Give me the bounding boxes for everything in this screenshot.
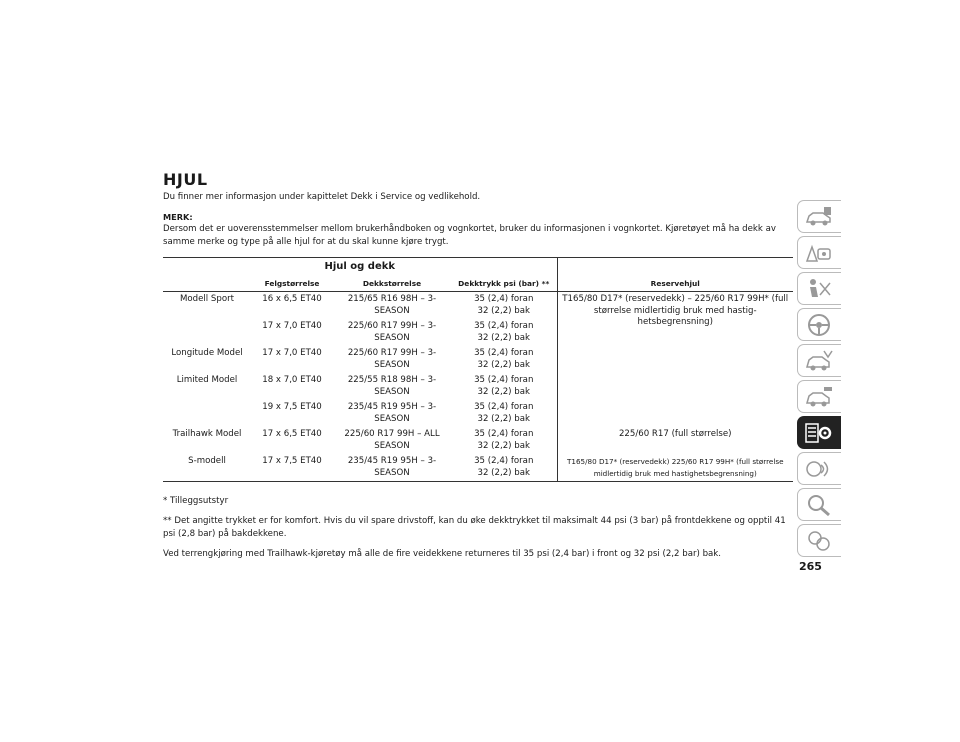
note-label: MERK: — [163, 212, 193, 222]
tire-cell: 225/60 R17 99H – 3-SEASON — [347, 348, 437, 370]
spare-cell: T165/80 D17* (reservedekk) – 225/60 R17 99H* (full størrelse midlertidig bruk med hastig-hetsbegrensning) — [557, 292, 793, 428]
note-text: Dersom det er uoverensstemmelser mellom brukerhåndboken og vognkortet, bruker du informasjonen i vognkortet. Kjøretøyet må ha dekk av samme merke og type på alle hjul for at du skal kunne kjøre trygt. — [163, 224, 776, 247]
pressure-front: 35 (2,4) foran — [474, 429, 534, 439]
pressure-rear: 32 (2,2) bak — [477, 467, 530, 478]
model-cell: Longitude Model — [171, 348, 243, 358]
model-cell — [163, 319, 251, 346]
pressure-front: 35 (2,4) foran — [474, 294, 534, 304]
pressure-front: 35 (2,4) foran — [474, 321, 534, 331]
tab-index[interactable] — [797, 488, 841, 521]
steering-wheel-icon — [804, 313, 834, 337]
multimedia-icon — [804, 457, 834, 481]
car-crash-icon — [804, 349, 834, 373]
model-cell: S-modell — [163, 454, 251, 482]
footnote-trailhawk: Ved terrengkjøring med Trailhawk-kjøretøy må alle de fire veidekkene returneres til 35 psi (2,4 bar) i front og 32 psi (2,2 bar) bak. — [163, 549, 722, 559]
dashboard-warning-icon — [804, 241, 834, 265]
model-cell: Trailhawk Model — [172, 429, 242, 439]
pressure-cell — [451, 400, 557, 427]
search-index-icon — [804, 493, 834, 517]
specifications-gear-icon — [804, 421, 834, 445]
tab-dashboard[interactable] — [797, 236, 841, 269]
tab-car-info[interactable] — [797, 200, 841, 233]
spare-cell: T165/80 D17* (reservedekk) 225/60 R17 99H* (full størrelse midlertidig bruk med hastighetsbegrensning) — [557, 454, 793, 482]
pressure-rear: 32 (2,2) bak — [477, 440, 530, 451]
table-title: Hjul og dekk — [163, 258, 557, 276]
table-title-spare — [557, 258, 793, 276]
pressure-cell — [451, 319, 557, 346]
intro-text: Du finner mer informasjon under kapittelet Dekk i Service og vedlikehold. — [163, 192, 481, 202]
tire-cell: 225/60 R17 99H – ALL SEASON — [344, 429, 440, 451]
car-service-icon — [804, 385, 834, 409]
model-cell: Modell Sport — [180, 294, 234, 304]
rim-cell: 17 x 7,5 ET40 — [251, 454, 333, 482]
safety-airbag-icon — [804, 277, 834, 301]
pressure-rear: 32 (2,2) bak — [477, 413, 530, 424]
header-tire: Dekkstørrelse — [333, 276, 451, 292]
tab-safety[interactable] — [797, 272, 841, 305]
pressure-cell — [451, 454, 557, 482]
pressure-cell — [451, 346, 557, 373]
tire-cell: 225/55 R18 98H – 3-SEASON — [347, 375, 437, 397]
footnote-pressure: ** Det angitte trykket er for komfort. Hvis du vil spare drivstoff, kan du øke dekktrykket til maksimalt 44 psi (3 bar) på frontdekkene og opptil 41 psi (2,8 bar) på bakdekkene. — [163, 516, 786, 539]
model-cell: Limited Model — [176, 375, 238, 385]
tab-specifications[interactable] — [797, 416, 841, 449]
table-row — [163, 292, 793, 320]
pressure-front: 35 (2,4) foran — [474, 402, 534, 412]
pressure-rear: 32 (2,2) bak — [477, 332, 530, 343]
tire-cell: 235/45 R19 95H – 3-SEASON — [333, 454, 451, 482]
wheel-tire-table — [163, 257, 793, 482]
rim-cell: 17 x 7,0 ET40 — [262, 348, 322, 358]
table-row — [163, 427, 793, 454]
model-cell — [163, 400, 251, 427]
pressure-front: 35 (2,4) foran — [474, 456, 534, 466]
tab-service[interactable] — [797, 380, 841, 413]
page-heading: HJUL — [163, 170, 208, 189]
pressure-rear: 32 (2,2) bak — [477, 386, 530, 397]
pressure-rear: 32 (2,2) bak — [477, 359, 530, 370]
rim-cell: 17 x 7,0 ET40 — [262, 321, 322, 331]
header-model — [163, 276, 251, 292]
pressure-cell — [451, 427, 557, 454]
tire-cell: 215/65 R16 98H – 3-SEASON — [347, 294, 437, 316]
header-spare: Reservehjul — [557, 276, 793, 292]
pressure-front: 35 (2,4) foran — [474, 348, 534, 358]
table-row — [163, 454, 793, 482]
tab-language[interactable] — [797, 524, 841, 557]
tab-emergency[interactable] — [797, 344, 841, 377]
pressure-front: 35 (2,4) foran — [474, 375, 534, 385]
rim-cell: 17 x 6,5 ET40 — [262, 429, 322, 439]
car-info-icon — [804, 205, 834, 229]
footnote-optional: * Tilleggsutstyr — [163, 496, 229, 506]
header-pressure: Dekktrykk psi (bar) ** — [451, 276, 557, 292]
tire-cell: 225/60 R17 99H – 3-SEASON — [347, 321, 437, 343]
language-icon — [804, 529, 834, 553]
rim-cell: 19 x 7,5 ET40 — [262, 402, 322, 412]
tab-driving[interactable] — [797, 308, 841, 341]
tab-multimedia[interactable] — [797, 452, 841, 485]
header-rim: Felgstørrelse — [251, 276, 333, 292]
pressure-cell — [451, 373, 557, 400]
tire-cell: 235/45 R19 95H – 3-SEASON — [347, 402, 437, 424]
pressure-cell — [451, 292, 557, 320]
rim-cell: 18 x 7,0 ET40 — [262, 375, 322, 385]
rim-cell: 16 x 6,5 ET40 — [262, 294, 322, 304]
pressure-rear: 32 (2,2) bak — [477, 305, 530, 316]
page-number: 265 — [799, 560, 822, 573]
spare-cell: 225/60 R17 (full størrelse) — [557, 427, 793, 454]
